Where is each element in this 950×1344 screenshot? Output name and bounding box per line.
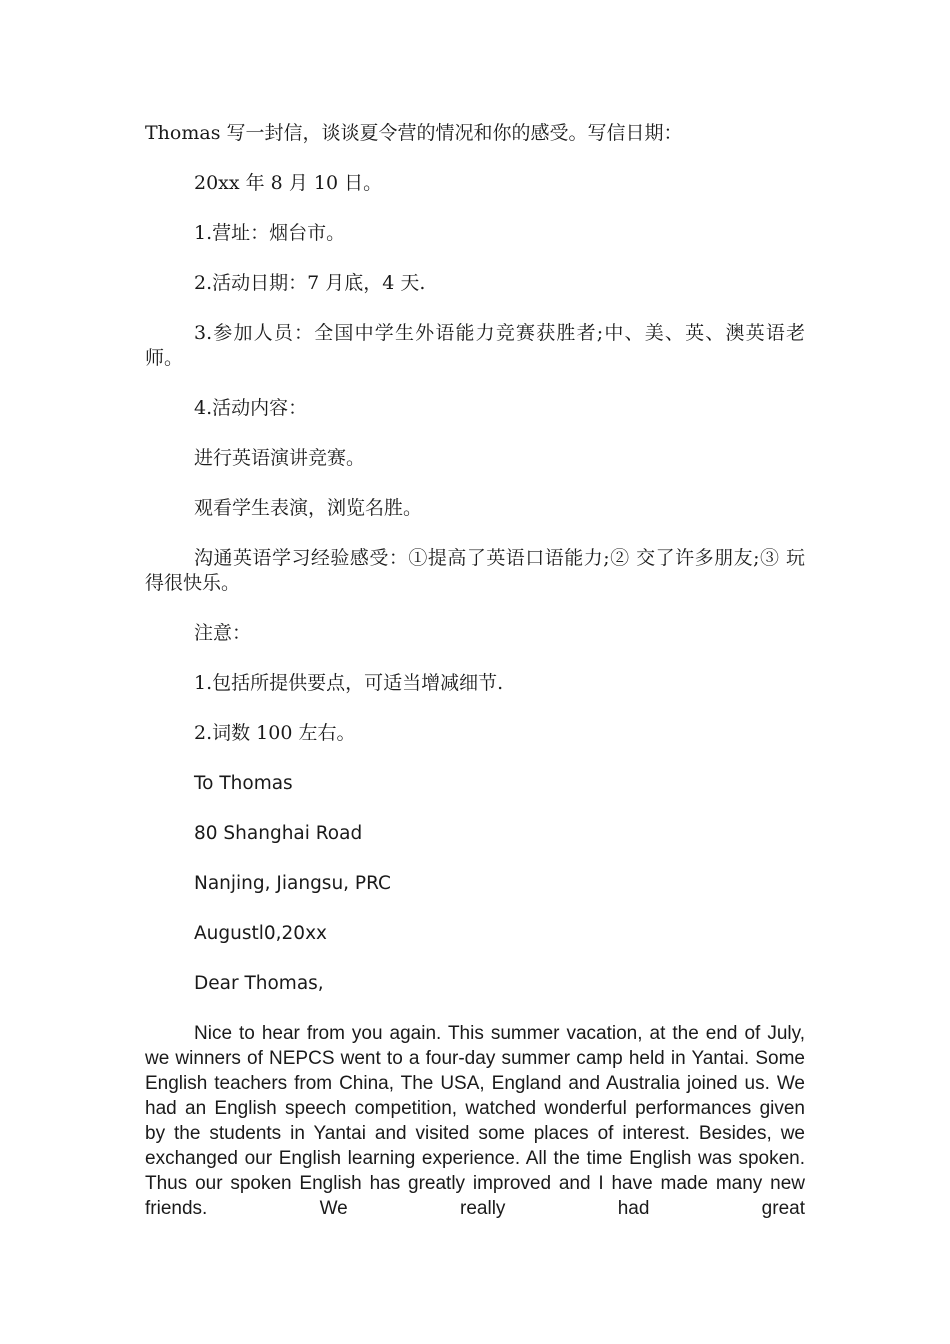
point-activity-content: 4.活动内容： (194, 397, 308, 419)
letter-salutation: Dear Thomas, (194, 973, 324, 994)
point-camp-site: 1.营址：烟台市。 (194, 222, 346, 244)
document-body (145, 121, 805, 1246)
letter-date-paragraph: 20xx 年 8 月 10 日。 (194, 172, 383, 194)
address-recipient: To Thomas (194, 773, 293, 794)
letter-date: Augustl0,20xx (194, 923, 327, 944)
point-activity-date: 2.活动日期：7 月底，4 天. (194, 272, 426, 294)
activity-performances: 观看学生表演，浏览名胜。 (194, 497, 423, 519)
address-city: Nanjing, Jiangsu, PRC (194, 873, 391, 894)
address-street: 80 Shanghai Road (194, 823, 363, 844)
note-word-count: 2.词数 100 左右。 (194, 722, 356, 744)
activity-experience-exchange: 沟通英语学习经验感受：①提高了英语口语能力;② 交了许多朋友;③ 玩得很快乐。 (145, 547, 805, 594)
task-intro-paragraph: Thomas 写一封信，谈谈夏令营的情况和你的感受。写信日期： (145, 122, 683, 144)
note-include-points: 1.包括所提供要点，可适当增减细节. (194, 672, 504, 694)
notes-heading: 注意： (194, 622, 252, 644)
letter-body-paragraph: Nice to hear from you again. This summer vacation, at the end of July, we winners of NEPCS went to a four-day summer camp held in Yantai. Some English teachers from China, The USA, England and Australia joined us. We had an English speech competition, watched wonderful performances given by the students in Yantai and visited some places of interest. Besides, we exchanged our English learning experience. All the time English was spoken. Thus our spoken English has greatly improved and I have made many new friends. We really had great (145, 1023, 805, 1219)
point-participants: 3.参加人员：全国中学生外语能力竞赛获胜者;中、美、英、澳英语老师。 (145, 322, 805, 369)
activity-speech-contest: 进行英语演讲竞赛。 (194, 447, 366, 469)
